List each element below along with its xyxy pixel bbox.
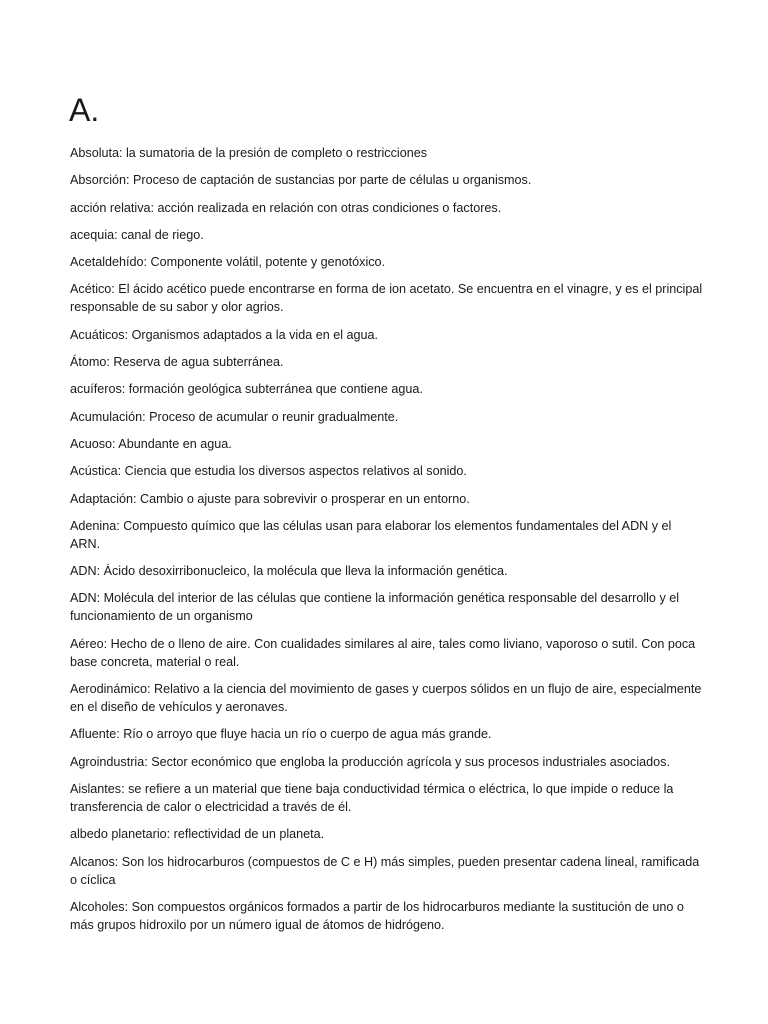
- glossary-entry: acequia: canal de riego.: [70, 227, 204, 242]
- glossary-entry: Adenina: Compuesto químico que las células usan para elaborar los elementos fundamentales del ADN y el ARN.: [70, 518, 672, 551]
- glossary-entry: Acuáticos: Organismos adaptados a la vida en el agua.: [70, 327, 379, 342]
- glossary-entry: Aislantes: se refiere a un material que tiene baja conductividad térmica o eléctrica, lo que impide o reduce la transferencia de calor o electricidad a través de él.: [70, 781, 674, 814]
- glossary-entry: ADN: Ácido desoxirribonucleico, la molécula que lleva la información genética.: [70, 564, 508, 579]
- glossary-entry: Absoluta: la sumatoria de la presión de completo o restricciones: [70, 146, 428, 160]
- glossary-entry: Aéreo: Hecho de o lleno de aire. Con cualidades similares al aire, tales como liviano, vaporoso o sutil. Con poca base concreta, material o real.: [70, 636, 696, 669]
- glossary-entry: Alcoholes: Son compuestos orgánicos formados a partir de los hidrocarburos mediante la sustitución de uno o más grupos hidroxilo por un número igual de átomos de hidrógeno.: [70, 899, 684, 932]
- glossary-entry: ADN: Molécula del interior de las células que contiene la información genética responsable del desarrollo y el funcionamiento de un organismo: [70, 591, 680, 624]
- glossary-entry: Acústica: Ciencia que estudia los diversos aspectos relativos al sonido.: [70, 464, 467, 479]
- glossary-entry: albedo planetario: reflectividad de un planeta.: [70, 827, 325, 842]
- glossary-entry: Acumulación: Proceso de acumular o reunir gradualmente.: [70, 409, 399, 424]
- section-heading: A.: [69, 92, 100, 128]
- glossary-entry: Agroindustria: Sector económico que engloba la producción agrícola y sus procesos industriales asociados.: [70, 754, 670, 769]
- glossary-entry: acción relativa: acción realizada en relación con otras condiciones o factores.: [70, 200, 502, 215]
- glossary-entry: Acetaldehído: Componente volátil, potente y genotóxico.: [70, 255, 386, 270]
- glossary-entry: Alcanos: Son los hidrocarburos (compuestos de C e H) más simples, pueden presentar cadena lineal, ramificada o cíclica: [70, 854, 700, 887]
- glossary-entry: Absorción: Proceso de captación de sustancias por parte de células u organismos.: [70, 173, 532, 188]
- glossary-entry: Átomo: Reserva de agua subterránea.: [70, 355, 284, 370]
- glossary-entry: Acético: El ácido acético puede encontrarse en forma de ion acetato. Se encuentra en el vinagre, y es el principal responsable de su sabor y olor agrios.: [70, 282, 703, 315]
- glossary-entry: Afluente: Río o arroyo que fluye hacia un río o cuerpo de agua más grande.: [70, 727, 492, 742]
- glossary-entry: Acuoso: Abundante en agua.: [70, 436, 232, 451]
- glossary-entry: Aerodinámico: Relativo a la ciencia del movimiento de gases y cuerpos sólidos en un flujo de aire, especialmente en el diseño de vehículos y aeronaves.: [70, 682, 702, 715]
- glossary-entry: acuíferos: formación geológica subterránea que contiene agua.: [70, 382, 423, 397]
- glossary-entry: Adaptación: Cambio o ajuste para sobrevivir o prosperar en un entorno.: [70, 491, 470, 506]
- glossary-list: [70, 144, 704, 943]
